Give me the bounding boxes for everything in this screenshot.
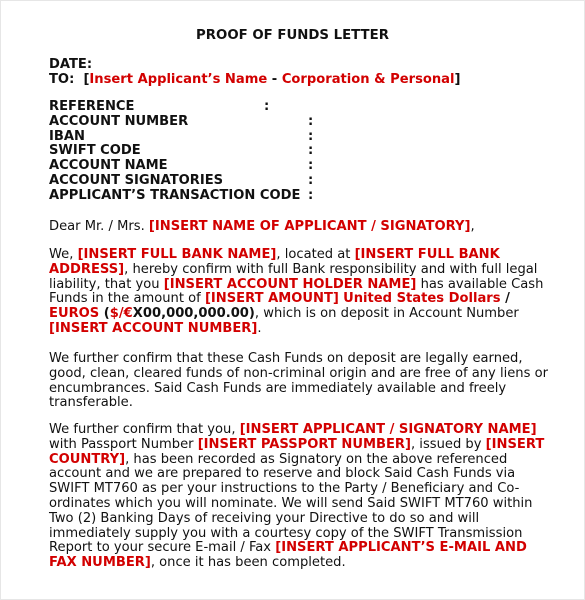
text: We further confirm that these Cash Funds on deposit are legally earned, (49, 351, 523, 366)
field-label: ACCOUNT SIGNATORIES (49, 172, 224, 188)
field-label: ACCOUNT NAME (49, 158, 168, 174)
text: immediately supply you with a courtesy copy of the SWIFT Transmission (49, 525, 523, 541)
field-label: ACCOUNT NUMBER (49, 113, 189, 129)
date-label: DATE: (49, 57, 93, 72)
paragraph-funds-origin (49, 352, 554, 411)
field-colon: : (308, 128, 314, 144)
text: transferable. (49, 395, 133, 411)
paragraph-bank-confirmation (49, 248, 554, 337)
text: We, (49, 247, 78, 262)
date-line (49, 57, 554, 72)
field-colon: : (308, 172, 314, 188)
field-reference (49, 100, 300, 115)
text: Funds in the amount of (49, 291, 205, 307)
text: . (257, 320, 262, 336)
field-colon: : (308, 143, 314, 159)
country-placeholder: [INSERT (485, 436, 545, 452)
currency-symbol: $/€ (109, 306, 133, 322)
text: / (500, 291, 510, 307)
text: liability, that you (49, 276, 164, 292)
field-transaction-code (49, 187, 314, 204)
text: SWIFT MT760 as per your instructions to the Party / Beneficiary and Co- (49, 481, 520, 497)
text: , hereby confirm with full Bank responsibility and with full legal (124, 261, 538, 277)
field-colon: : (264, 99, 270, 114)
field-label: SWIFT CODE (49, 143, 141, 159)
to-bracket-close: ] (454, 72, 461, 87)
text: ( (99, 306, 110, 322)
paragraph-signatory (49, 423, 554, 571)
text: good, clean, cleared funds of non-criminal origin and are free of any liens or (49, 365, 548, 381)
field-account-signatories (49, 172, 314, 189)
field-iban (49, 128, 314, 145)
text: has available Cash (416, 276, 544, 292)
text: , issued by (410, 436, 486, 452)
account-holder-placeholder: [INSERT ACCOUNT HOLDER NAME] (163, 276, 417, 292)
salutation-placeholder: [INSERT NAME OF APPLICANT / SIGNATORY] (148, 219, 471, 234)
text: , which is on deposit in Account Number (254, 306, 519, 322)
field-account-name (49, 158, 314, 174)
country-placeholder-cont: COUNTRY] (49, 451, 126, 467)
text: , has been recorded as Signatory on the above referenced (125, 451, 508, 467)
field-colon: : (308, 187, 314, 203)
bank-address-placeholder: [INSERT FULL BANK (354, 247, 500, 262)
text: ordinates which you will nominate. We will send Said SWIFT MT760 within (49, 495, 533, 511)
salutation (49, 219, 554, 234)
field-label: REFERENCE (49, 99, 135, 114)
text: account and we are prepared to reserve and block Said Cash Funds via (49, 466, 516, 482)
fax-number-placeholder: FAX NUMBER] (49, 555, 151, 571)
to-applicant-name-placeholder: Insert Applicant’s Name (89, 72, 268, 87)
to-dash: - (267, 72, 282, 87)
email-fax-placeholder: [INSERT APPLICANT’S E-MAIL AND (275, 540, 527, 556)
to-bracket-open: [ (83, 72, 90, 87)
letter-title: PROOF OF FUNDS LETTER (196, 28, 389, 43)
currency-usd: United States Dollars (343, 291, 501, 307)
to-corporation-placeholder: Corporation & Personal (281, 72, 455, 87)
bank-name-placeholder: [INSERT FULL BANK NAME] (77, 247, 277, 262)
text: Two (2) Banking Days of receiving your Directive to do so and will (49, 510, 480, 526)
field-account-number (49, 113, 314, 130)
signatory-name-placeholder: [INSERT APPLICANT / SIGNATORY NAME] (239, 422, 537, 437)
text: , once it has been completed. (150, 555, 346, 571)
field-colon: : (308, 158, 314, 174)
field-colon: : (308, 113, 314, 129)
bank-address-placeholder-cont: ADDRESS] (49, 261, 125, 277)
text: , located at (276, 247, 355, 262)
passport-number-placeholder: [INSERT PASSPORT NUMBER] (197, 436, 411, 452)
text: with Passport Number (49, 436, 198, 452)
amount-figure: X00,000,000.00) (132, 306, 255, 322)
text: We further confirm that you, (49, 422, 240, 437)
account-fields (49, 99, 314, 204)
amount-placeholder: [INSERT AMOUNT] (204, 291, 339, 307)
to-line (49, 72, 554, 87)
salutation-end: , (470, 219, 475, 234)
to-label: TO: (49, 72, 75, 87)
account-number-placeholder: [INSERT ACCOUNT NUMBER] (49, 320, 258, 336)
salutation-text: Dear Mr. / Mrs. (49, 219, 149, 234)
field-label: IBAN (49, 128, 85, 144)
currency-euros: EUROS (49, 306, 100, 322)
text: encumbrances. Said Cash Funds are immediately available and freely (49, 380, 507, 396)
field-swift-code (49, 143, 314, 159)
field-label: APPLICANT’S TRANSACTION CODE (49, 187, 301, 203)
text: Report to your secure E-mail / Fax (49, 540, 276, 556)
